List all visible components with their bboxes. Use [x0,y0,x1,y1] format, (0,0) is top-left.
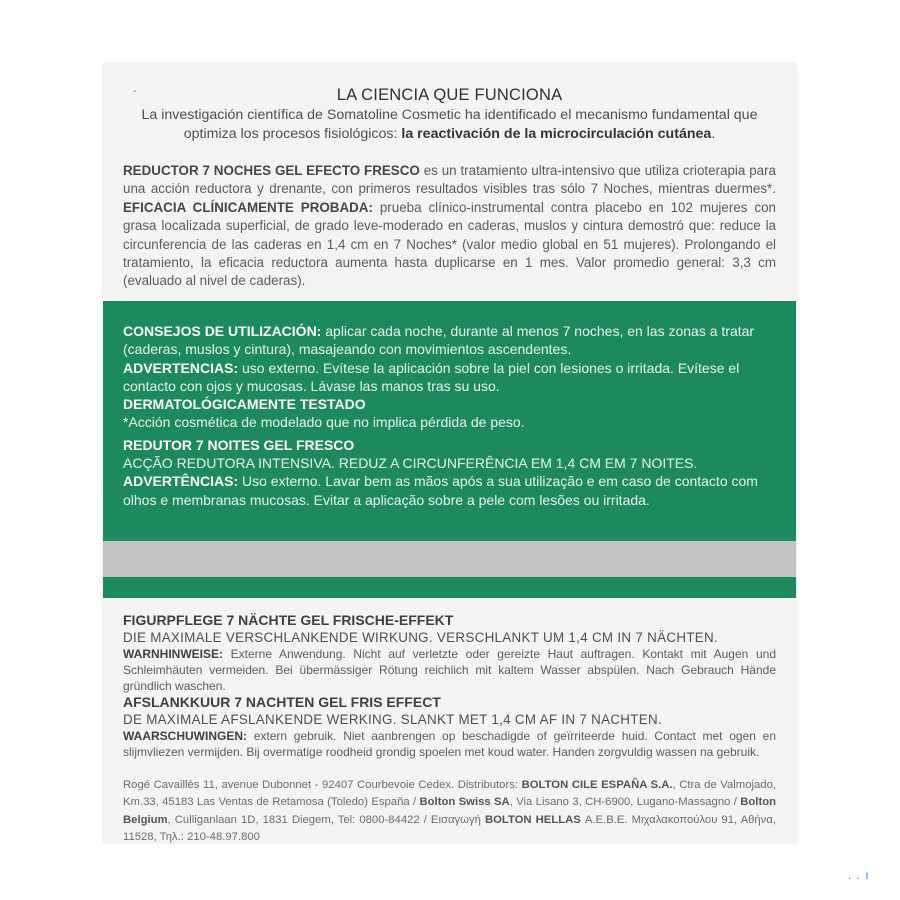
nl-claim: DE MAXIMALE AFSLANKENDE WERKING. SLANKT MET 1,4 CM AF IN 7 NACHTEN. [123,712,662,727]
distributor-swiss: Bolton Swiss SA [419,796,510,809]
warnings [123,359,776,396]
warnings-label: ADVERTENCIAS: [123,359,239,376]
address-part-5: Α.Ε.Β.Ε. Μιχαλακοπούλου 91, Αθήνα, 11528, Τηλ.: 210-48.97.800 [123,813,776,843]
usage-text: aplicar cada noche, durante al menos 7 noches, en las zonas a tratar (caderas, muslos y cintura), masajeando con movimientos ascendentes. [123,323,755,358]
distributor-belgium: Bolton Belgium [123,796,777,826]
de-warnings [123,646,776,694]
nl-warnings-text: extern gebruik. Niet aanbrengen op beschadigde of geïrriteerde huid. Contact met ogen en slijmvliezen vermijden. Bij overmatige roodheid grondig spoelen met koud water. Handen zorgvuldig wassen na gebruik. [123,729,776,759]
green-section-text [123,322,776,509]
address-part-4: , Culliganlaan 1D, 1831 Diegem, Tel: 0800-84422 / Εισαγωγή [167,813,485,826]
usage-advice [123,322,776,359]
intro-end: . [711,126,716,142]
footnote: *Acción cosmética de modelado que no implica pérdida de peso. [123,414,525,431]
page-title: LA CIENCIA QUE FUNCIONA [336,86,563,104]
usage-label: CONSEJOS DE UTILIZACIÓN: [123,323,322,339]
intro-bold: la reactivación de la microcirculación cutánea [401,126,712,142]
green-stripe [103,577,796,598]
distributor-greece: BOLTON HELLAS [484,813,581,826]
address-part-2: , Ctra de Valmojado, Km.33, 45183 Las Ventas de Retamosa (Toledo) España / [123,779,776,809]
nl-warnings-label: WAARSCHUWINGEN: [123,729,247,743]
dermatological-tested: DERMATOLÓGICAMENTE TESTADO [123,396,366,413]
address-part-3: , Via Lisano 3, CH-6900, Lugano-Massagno / [509,796,741,809]
intro-paragraph [117,106,782,144]
pt-title: REDUTOR 7 NOITES GEL FRESCO [123,436,355,453]
distributor-spain: BOLTON CILE ESPAÑA S.A. [521,779,673,791]
dot-mark: - [133,86,137,97]
pt-claim: ACÇÃO REDUTORA INTENSIVA. REDUZ A CIRCUNFERÊNCIA EM 1,4 CM EM 7 NOITES. [123,455,698,472]
address-part-1: Rogé Cavaillès 11, avenue Dubonnet - 92407 Courbevoie Cedex. Distributors: [123,779,522,791]
multilingual-section [123,612,776,760]
watermark-mark: . . ı [848,868,870,882]
de-warnings-label: WARNHINWEISE: [123,647,223,661]
intro-text: La investigación científica de Somatoline Cosmetic ha identificado el mecanismo fundamental que optimiza los procesos fisiológicos: [141,107,758,142]
efficacy-claim: EFICACIA CLÍNICAMENTE PROBADA: [123,199,373,215]
distributor-address [123,777,776,843]
reductor-text-2: prueba clínico-instrumental contra placebo en 102 mujeres con grasa localizada superficial, de grado leve-moderado en caderas, muslos y cintura demostró que: reduce la circunferencia de las caderas en 1,4 cm en 7 Noches* (valor medio global en 51 mujeres). Prolongando el tratamiento, la eficacia reductora aumenta hasta duplicarse en 1 mes. Valor promedio general: 3,3 cm (evaluado al nivel de caderas). [123,199,776,289]
nl-warnings [123,728,776,760]
de-title: FIGURPFLEGE 7 NÄCHTE GEL FRISCHE-EFFEKT [123,612,454,628]
de-claim: DIE MAXIMALE VERSCHLANKENDE WIRKUNG. VERSCHLANKT UM 1,4 CM IN 7 NÄCHTEN. [123,630,719,645]
de-warnings-text: Externe Anwendung. Nicht auf verletzte oder gereizte Haut auftragen. Kontakt mit Augen und Schleimhäuten vermeiden. Bei übermässiger Rötung reichlich mit kaltem Wasser abspülen. Nach Gebrauch Hände gründlich waschen. [123,647,776,693]
pt-warnings-text: Uso externo. Lavar bem as mãos após a sua utilização e em caso de contacto com olhos e membranas mucosas. Evitar a aplicação sobre a pele com lesões ou irritada. [123,473,758,508]
product-box-panel [103,64,796,843]
gray-stripe [103,541,796,577]
pt-warnings [123,472,776,509]
warnings-text: uso externo. Evítese la aplicación sobre la piel con lesiones o irritada. Evítese el contacto con ojos y mucosas. Lávase las manos tras su uso. [123,359,740,394]
reductor-paragraph [123,162,776,291]
reductor-text-1: es un tratamiento ultra-intensivo que utiliza crioterapia para una acción reductora y drenante, con primeros resultados visibles tras sólo 7 Noches, mientras duermes*. [123,163,776,197]
product-name: REDUCTOR 7 NOCHES GEL EFECTO FRESCO [123,163,420,178]
nl-title: AFSLANKKUUR 7 NACHTEN GEL FRIS EFFECT [123,694,441,710]
pt-warnings-label: ADVERTÊNCIAS: [123,473,239,490]
